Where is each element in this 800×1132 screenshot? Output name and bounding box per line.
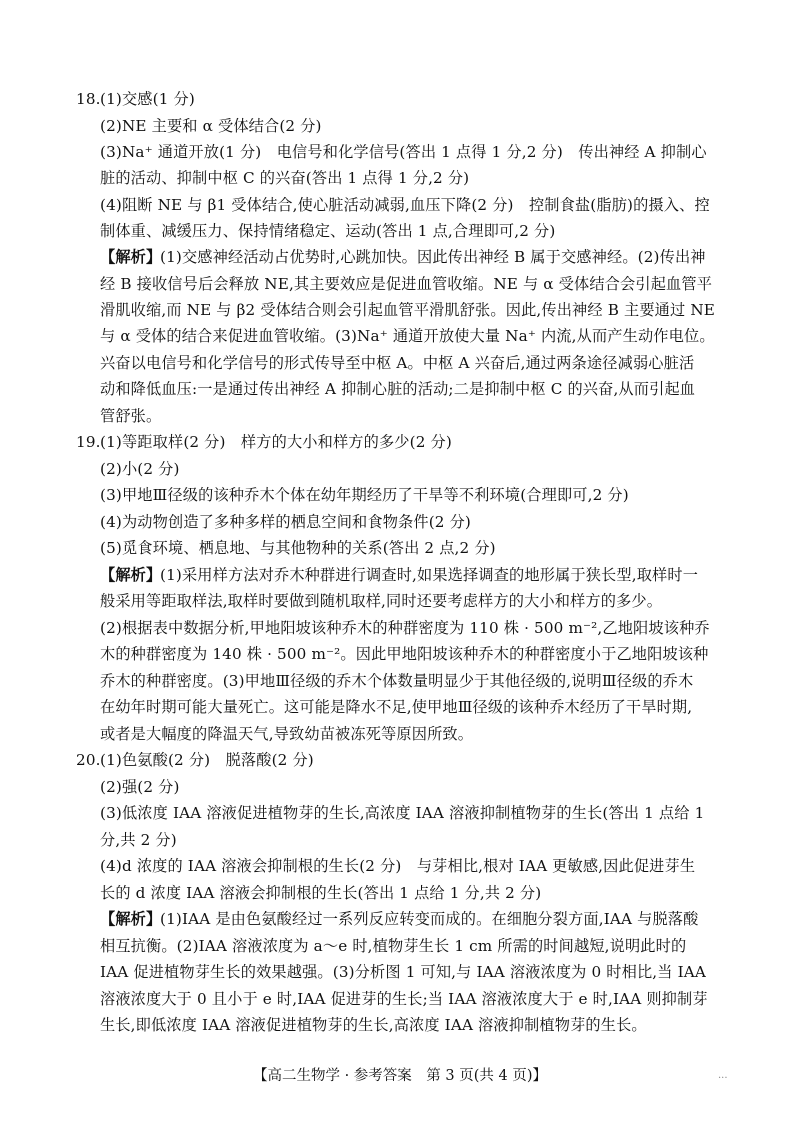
analysis-line: 经 B 接收信号后会释放 NE,其主要效应是促进血管收缩。NE 与 α 受体结合会引起血管平 (100, 275, 713, 293)
answer-line: 长的 d 浓度 IAA 溶液会抑制根的生长(答出 1 点给 1 分,共 2 分) (100, 884, 542, 902)
analysis-line: 管舒张。 (100, 407, 162, 425)
analysis-line: 相互抗衡。(2)IAA 溶液浓度为 a～e 时,植物芽生长 1 cm 所需的时间越短,说明此时的 (100, 937, 687, 955)
analysis-line: 般采用等距取样法,取样时要做到随机取样,同时还要考虑样方的大小和样方的多少。 (100, 592, 663, 610)
analysis-label: 【解析】 (100, 566, 162, 584)
analysis-line: 动和降低血压:一是通过传出神经 A 抑制心脏的活动;二是抑制中枢 C 的兴奋,从而引起血 (100, 380, 696, 398)
answer-line: (4)阻断 NE 与 β1 受体结合,使心脏活动减弱,血压下降(2 分) 控制食盐(脂肪)的摄入、控 (100, 196, 710, 214)
answer-line: (4)d 浓度的 IAA 溶液会抑制根的生长(2 分) 与芽相比,根对 IAA 更敏感,因此促进芽生 (100, 857, 696, 875)
analysis-line: 滑肌收缩,而 NE 与 β2 受体结合则会引起血管平滑肌舒张。因此,传出神经 B 主要通过 NE (100, 301, 716, 319)
question-number: 18. (76, 90, 101, 108)
analysis-line: 乔木的种群密度。(3)甲地Ⅲ径级的乔木个体数量明显少于其他径级的,说明Ⅲ径级的乔木 (100, 672, 694, 690)
analysis-line: 与 α 受体的结合来促进血管收缩。(3)Na⁺ 通道开放使大量 Na⁺ 内流,从而产生动作电位。 (100, 327, 715, 345)
answer-line: (1)交感(1 分) (100, 90, 195, 108)
answer-line: 制体重、减缓压力、保持情绪稳定、运动(答出 1 点,合理即可,2 分) (100, 222, 556, 240)
answer-line: (2)小(2 分) (100, 460, 180, 478)
page-footer: 【高二生物学 · 参考答案 第 3 页(共 4 页)】 (252, 1068, 548, 1084)
analysis-line: IAA 促进植物芽生长的效果越强。(3)分析图 1 可知,与 IAA 溶液浓度为 0 时相比,当 IAA (100, 963, 706, 981)
question-number: 20. (76, 751, 101, 769)
answer-line: (3)低浓度 IAA 溶液促进植物芽的生长,高浓度 IAA 溶液抑制植物芽的生长(答出 1 点给 1 (100, 804, 705, 822)
analysis-label: 【解析】 (100, 248, 162, 266)
answer-line: (3)Na⁺ 通道开放(1 分) 电信号和化学信号(答出 1 点得 1 分,2 分) 传出神经 A 抑制心 (100, 143, 707, 161)
answer-line: (4)为动物创造了多种多样的栖息空间和食物条件(2 分) (100, 513, 471, 531)
analysis-label: 【解析】 (100, 910, 162, 928)
analysis-line: 或者是大幅度的降温天气,导致幼苗被冻死等原因所致。 (100, 725, 474, 743)
answer-line: (5)觅食环境、栖息地、与其他物种的关系(答出 2 点,2 分) (100, 539, 496, 557)
analysis-line: (1)交感神经活动占优势时,心跳加快。因此传出神经 B 属于交感神经。(2)传出神 (160, 248, 706, 266)
answer-line: (3)甲地Ⅲ径级的该种乔木个体在幼年期经历了干旱等不利环境(合理即可,2 分) (100, 486, 629, 504)
analysis-line: 木的种群密度为 140 株 · 500 m⁻²。因此甲地阳坡该种乔木的种群密度小于乙地阳坡该种 (100, 645, 709, 663)
analysis-line: 溶液浓度大于 0 且小于 e 时,IAA 促进芽的生长;当 IAA 溶液浓度大于 e 时,IAA 则抑制芽 (100, 990, 708, 1008)
corner-mark: ... (718, 1070, 728, 1081)
answer-line: (1)等距取样(2 分) 样方的大小和样方的多少(2 分) (100, 433, 452, 451)
answer-line: (2)强(2 分) (100, 778, 180, 796)
analysis-line: 兴奋以电信号和化学信号的形式传导至中枢 A。中枢 A 兴奋后,通过两条途径减弱心脏活 (100, 354, 695, 372)
answer-line: (1)色氨酸(2 分) 脱落酸(2 分) (100, 751, 314, 769)
analysis-line: (1)IAA 是由色氨酸经过一系列反应转变而成的。在细胞分裂方面,IAA 与脱落酸 (160, 910, 699, 928)
analysis-line: (1)采用样方法对乔木种群进行调查时,如果选择调查的地形属于狭长型,取样时一 (160, 566, 699, 584)
answer-line: (2)NE 主要和 α 受体结合(2 分) (100, 117, 322, 135)
analysis-line: 生长,即低浓度 IAA 溶液促进植物芽的生长,高浓度 IAA 溶液抑制植物芽的生长。 (100, 1016, 647, 1034)
question-number: 19. (76, 433, 101, 451)
answer-line: 分,共 2 分) (100, 831, 177, 849)
analysis-line: 在幼年时期可能大量死亡。这可能是降水不足,使甲地Ⅲ径级的该种乔木经历了干旱时期, (100, 698, 693, 716)
answer-line: 脏的活动、抑制中枢 C 的兴奋(答出 1 点得 1 分,2 分) (100, 169, 470, 187)
analysis-line: (2)根据表中数据分析,甲地阳坡该种乔木的种群密度为 110 株 · 500 m⁻²,乙地阳坡该种乔 (100, 619, 710, 637)
